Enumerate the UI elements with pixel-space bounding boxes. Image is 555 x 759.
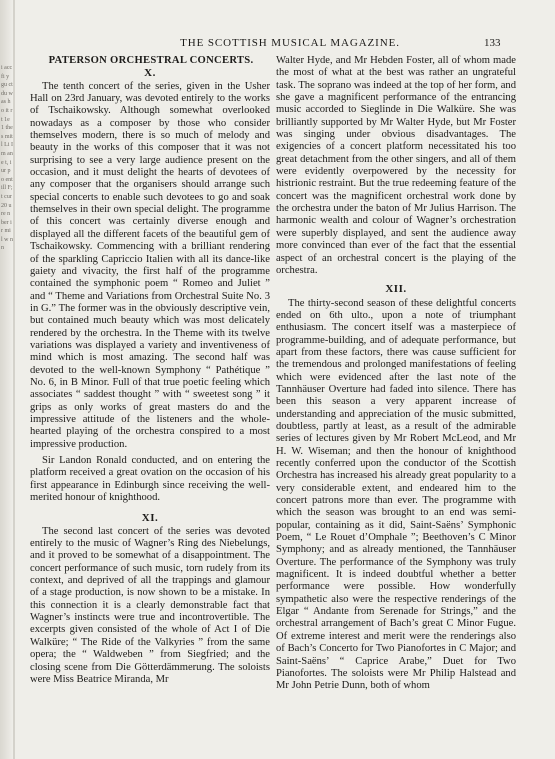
section-heading-xi: XI. — [141, 512, 159, 525]
paragraph: The tenth concert of the series, given in the Usher Hall on 23rd January, was devoted entirely to the works of Tschaikowsky. Although somewhat overlooked nowadays as a composer by those who consider themselves modern, there is so much of melody and beauty in the works of this composer that it was not surprising to see a very large audience present on the occasion, and it must delight the hearts of devotees of any composer that the organisers should arrange such special concerts to enable such devotees to go and soak themselves in their own special delight. The programme of this concert was certainly diverse enough and displayed all the different facets of the beautiful gem of Tschaikowsky. Commencing with a brilliant rendering of the sparkling Capriccio Italien with all its dance-like gaiety and vivacity, the first half of the programme contained the symphonic poem “ Romeo and Juliet ” and “ Theme and Variations from Orchestral Suite No. 3 in G.” The former was in the obviously descriptive vein, but contained much beauty which was most delicately rendered by the orchestra. In the Theme with its twelve variations was displayed a variety and inventiveness of mind which is most amazing. The second half was devoted to the well-known Symphony “ Pathétique ” No. 6, in B Minor. Full of that true poetic feeling which associates “ saddest thought ” with “ sweetest song ” it grips as only works of great masters do and the impressive attitude of the listeners and the whole-hearted playing of the orchestra conspired to a most impressive production. — [30, 80, 270, 450]
facing-page-gutter — [0, 0, 13, 759]
book-spine-shadow — [13, 0, 15, 759]
paragraph: Sir Landon Ronald conducted, and on entering the platform received a great ovation on the occasion of his first appearance in Edinburgh since receiving the well-merited honour of knighthood. — [30, 455, 270, 504]
facing-page-bleed-text: i acc fi y gu ct du was ho it rt 1e 1 the s mit l Li Im ane t, iur po ent ill F; t cur 20 ure n ber ir mi l w nn — [1, 65, 13, 252]
section-heading-xii: XII. — [385, 283, 407, 296]
article-title: PATERSON ORCHESTRAL CONCERTS. — [48, 55, 254, 66]
section-heading-x: X. — [144, 67, 156, 80]
paragraph: The thirty-second season of these delightful concerts ended on 6th ulto., upon a note of triumphant enthusiasm. The concert itself was a masterpiece of programme-building, and of adequate performance, but apart from these factors, there was cause sufficient for the tremendous and prolonged manifestations of feeling which were evidenced after the last note of the Tannhäuser Overture had faded into silence. There has been this season a very apparent increase of understanding and appreciation of the music submitted, doubtless, partly at least, as a result of the admirable series of lectures given by Mr Robert McLeod, and Mr H. W. Wiseman; and then the honour of knighthood recently conferred upon the conductor of the Scottish Orchestra has increased his already great popularity to a very considerable extent, and endeared him to the concert patrons more than ever. The programme with which the season was brought to an end was semi-popular, containing as it did, Saint-Saëns’ Symphonic Poem, “ Le Rouet d’Omphale ”; Beethoven’s C Minor Symphony; and as already mentioned, the Tannhäuser Overture. The performance of the Symphony was truly magnificent. It is indeed doubtful whether a better performance were possible. How wonderfully sympathetic also were the respective renderings of the Elgar “ Andante from Serenade for Strings,” and the orchestral arrangement of Bach’s great C Minor Fugue. Of extreme interest and merit were the renderings also of Bach’s Concerto for Two Pianofortes in C Major; and Saint-Saëns’ “ Caprice Arabe,” Duet for Two Pianofortes. The soloists were Mr Philip Halstead and Mr John Petrie Dunn, both of whom — [276, 297, 516, 692]
running-title: THE SCOTTISH MUSICAL MAGAZINE. — [180, 37, 400, 49]
paragraph: The second last concert of the series was devoted entirely to the music of Wagner’s Ring des Niebelungs, and it proved to be somewhat of a disappointment. The concert performance of such music, torn rudely from its context, and deprived of all the trappings and glamour of a stage production, is now shown to be a mistake. In this connection it is a clearly demonstrable fact that Wagner’s instincts were true and incontrovertible. The excerpts given consisted of the whole of Act I of Die Walküre; “ The Ride of the Valkyries ” from the same opera; the “ Waldweben ” from Siegfried; and the closing scene from Die Götterdämmerung. The soloists were Miss Beatrice Miranda, Mr — [30, 525, 270, 685]
page-number: 133 — [484, 37, 501, 49]
paragraph-continuation: Walter Hyde, and Mr Hebden Foster, all of whom made the most of what at the best was rather an ungrateful task. The soprano was indeed at the top of her form, and she gave a magnificent performance of the entrancing music accorded to Sieglinde in Die Walküre. She was brilliantly supported by Mr Walter Hyde, but Mr Foster was singing under obvious disadvantages. The exigencies of a concert platform necessitated his too great detachment from the other singers, and all of them were evidently overpowered by the necessity for histrionic restraint. But the true redeeming feature of the concert was the magnificent orchestral work done by the orchestra under the baton of Mr Julius Harrison. The harmonic wealth and colour of Wagner’s orchestration were superbly displayed, and sent the audience away more convinced than ever of the fact that the essential aspect of an orchestral concert is the playing of the orchestra. — [276, 55, 516, 276]
right-column — [276, 55, 516, 693]
left-column — [30, 55, 270, 686]
